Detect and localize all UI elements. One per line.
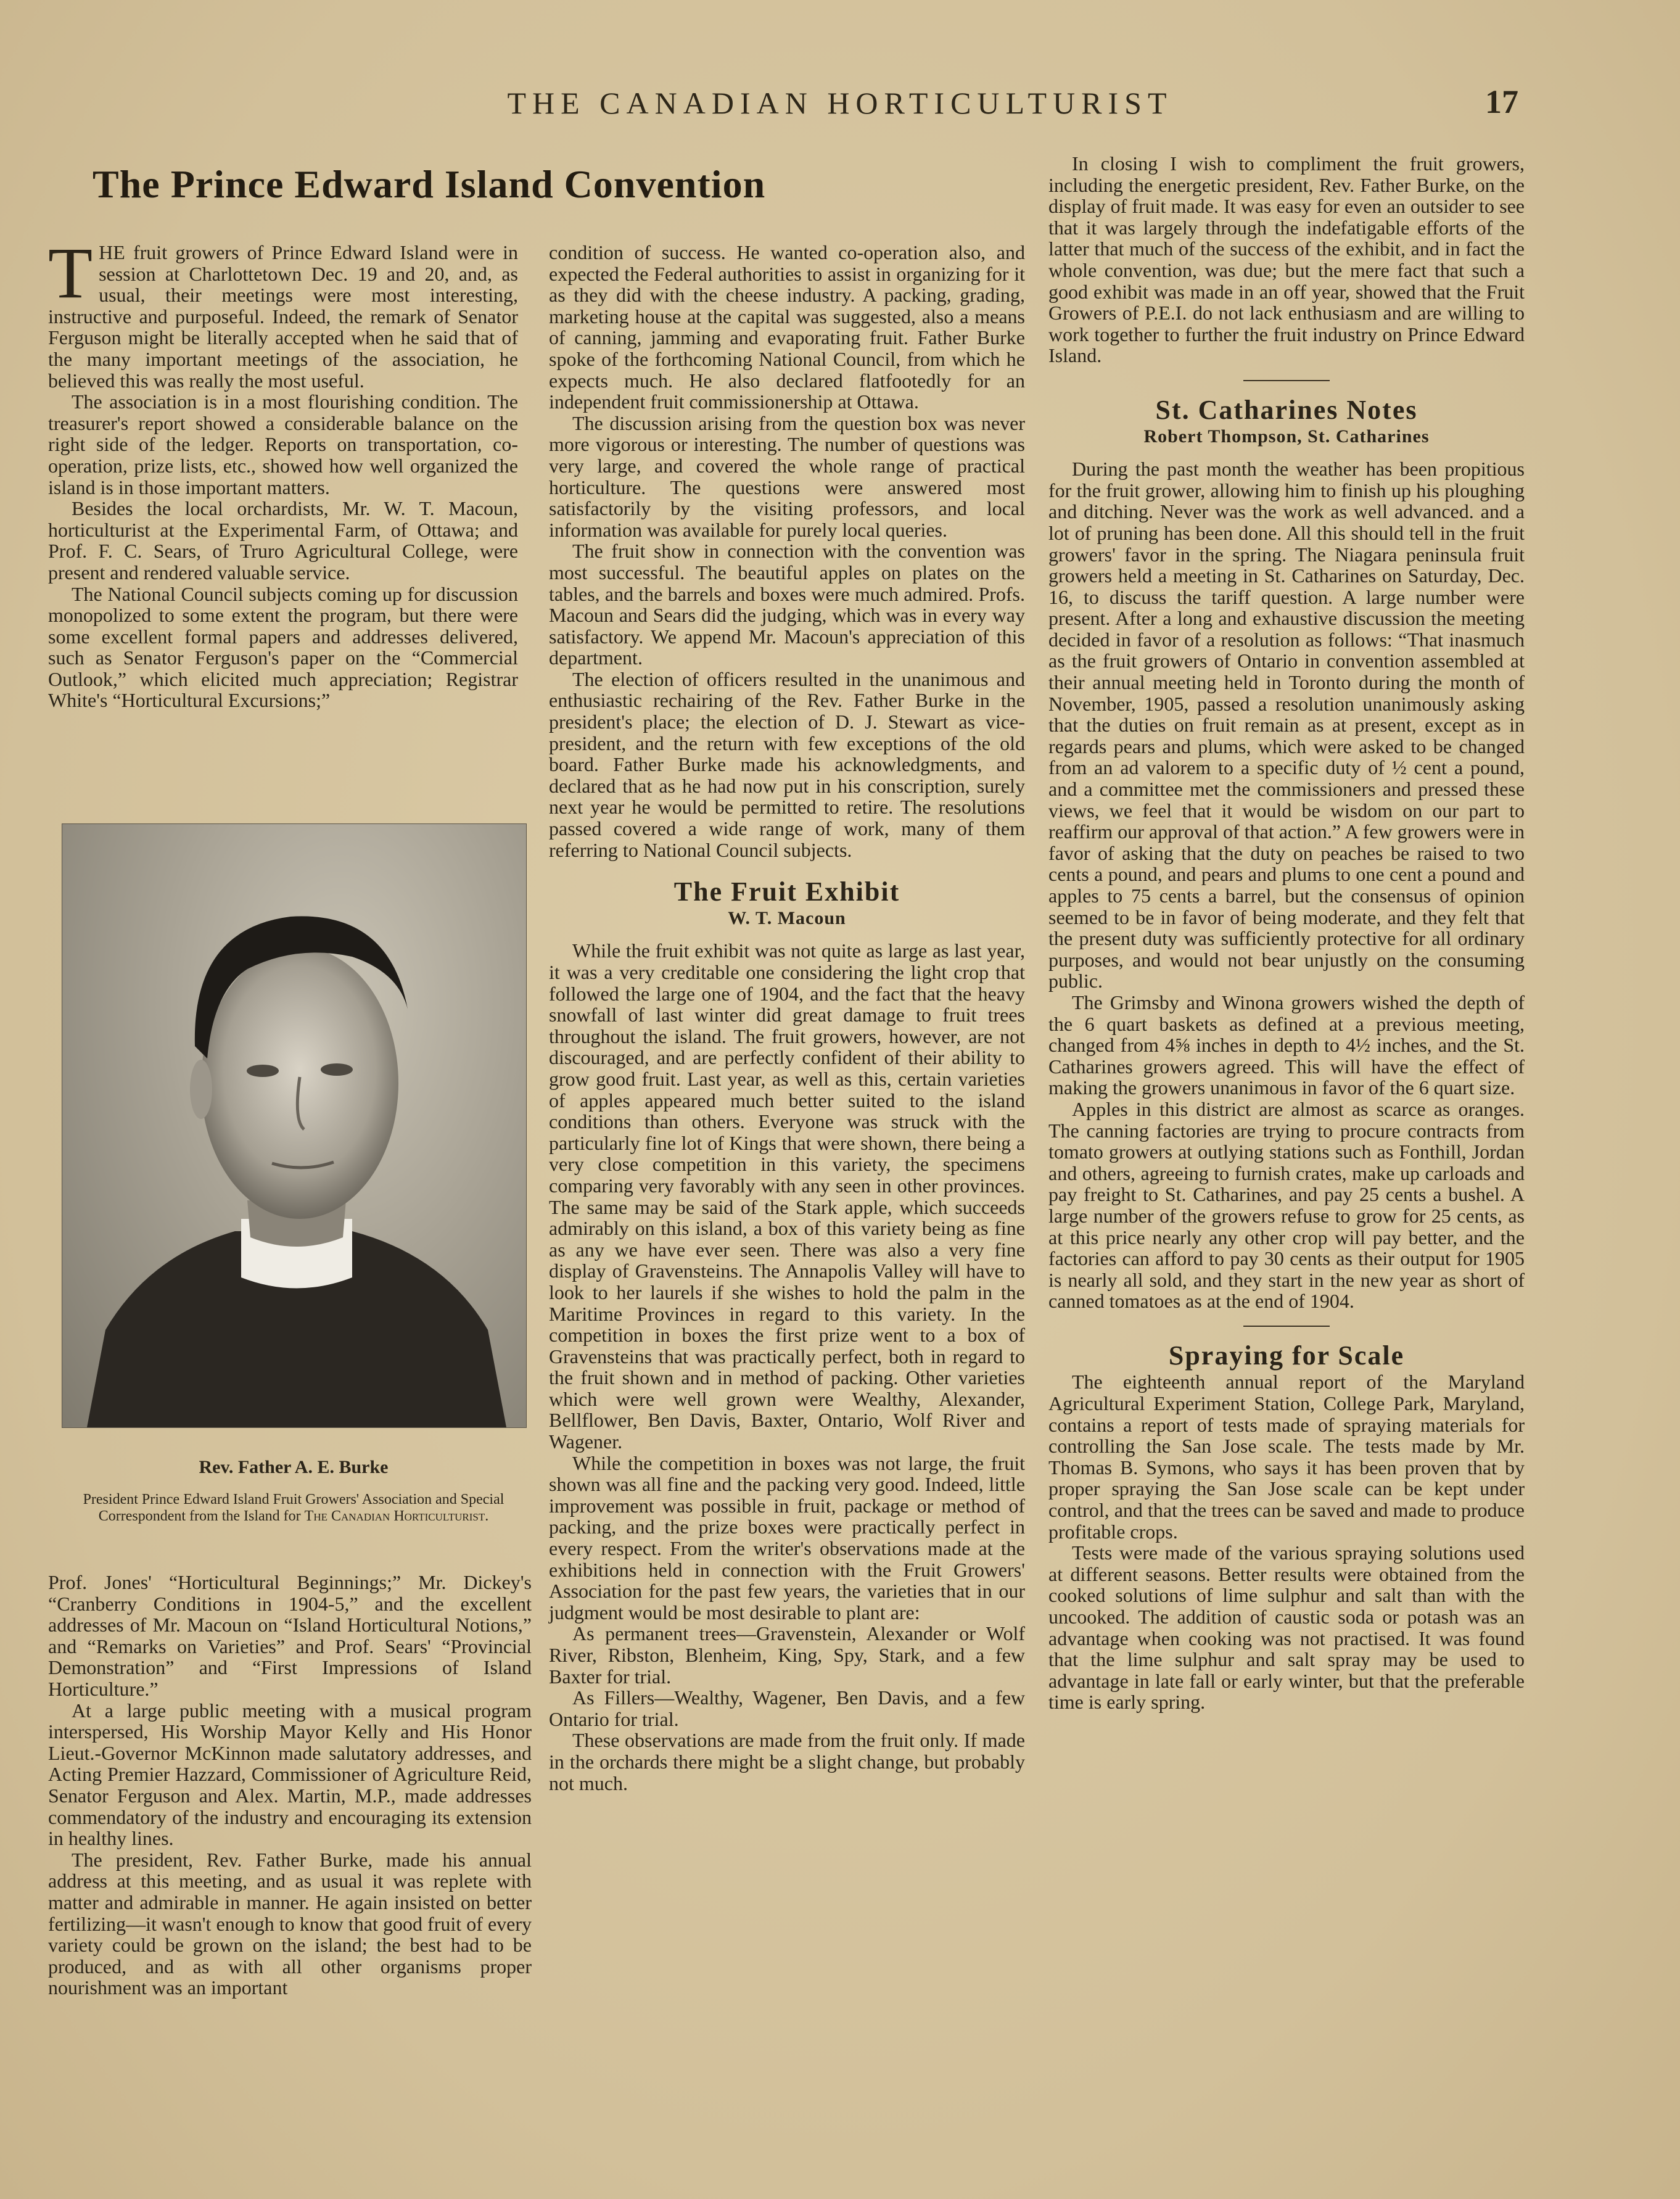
st-catharines-heading: St. Catharines Notes (1155, 394, 1418, 425)
photo-caption: President Prince Edward Island Fruit Growers' Association and Special Correspondent from the Island for The Canadian Horticulturist. (83, 1491, 504, 1524)
article-paragraph: While the fruit exhibit was not quite as large as last year, it was a very creditable one considering the light crop that followed the large one of 1904, and the fact that the heavy snowfall of last winter did great damage to fruit trees throughout the island. The fruit growers, however, are not discouraged, and are perfectly confident of their ability to grow good fruit. Last year, as well as this, certain varieties of apples appeared much better suited to the island conditions than others. Everyone was struck with the particularly fine lot of Kings that were shown, there being a very close competition in this variety, the specimens comparing very favorably with any seen in other provinces. The same may be said of the Stark apple, which succeeds admirably on this island, a box of this variety being as fine as any we have ever seen. There was also a very fine display of Gravensteins. The Annapolis Valley will have to look to her laurels if she wishes to hold the palm in the Maritime Provinces in regard to this variety. In the competition in boxes the first prize went to a box of Gravensteins that was practically perfect, both in regard to the fruit shown and in method of packing. Other varieties which were well grown were Wealthy, Alexander, Bellflower, Ben Davis, Baxter, Ontario, Wolf River and Wagener. (549, 939, 1025, 1453)
article-paragraph: These observations are made from the fruit only. If made in the orchards there might be a slight change, but probably not much. (549, 1729, 1025, 1794)
photo-caption-name: Rev. Father A. E. Burke (199, 1457, 389, 1477)
article-paragraph: The president, Rev. Father Burke, made his annual address at this meeting, and as usual it was replete with matter and admirable in manner. He again insisted on better fertilizing—it wasn't enough to know that good fruit of every variety could be grown on the island; the best had to be produced, and as with all other organisms proper nourishment was an important (48, 1848, 532, 1999)
article-paragraph: Prof. Jones' “Horticultural Beginnings;” Mr. Dickey's “Cranberry Conditions in 1904-5,” and the excellent addresses of Mr. Macoun on “Island Horticultural Notions,” and “Remarks on Varieties” and Prof. Sears' “Provincial Demonstration” and “First Impressions of Island Horticulture.” (48, 1571, 532, 1700)
article-paragraph: As Fillers—Wealthy, Wagener, Ben Davis, and a few Ontario for trial. (549, 1686, 1025, 1730)
article-paragraph: At a large public meeting with a musical program interspersed, His Worship Mayor Kelly and His Honor Lieut.-Governor McKinnon made salutatory addresses, and Acting Premier Hazzard, Commissioner of Agriculture Reid, Senator Ferguson and Alex. Martin, M.P., made addresses commendatory of the industry and encouraging its extension in healthy lines. (48, 1699, 532, 1850)
article-title: The Prince Edward Island Convention (93, 162, 766, 206)
portrait-photo (62, 823, 527, 1428)
article-paragraph: The Grimsby and Winona growers wished the depth of the 6 quart baskets as defined at a previous meeting, changed from 4⅝ inches in depth to 4½ inches, and the St. Catharines growers agreed. This will have the effect of making the growers unanimous in favor of the 6 quart size. (1048, 991, 1525, 1099)
article-paragraph: In closing I wish to compliment the fruit growers, including the energetic president, Rev. Father Burke, on the display of fruit made. It was easy for even an outsider to see that it was largely through the indefatigable efforts of the latter that much of the success of the exhibit, and in fact the whole convention, was due; but the mere fact that such a good exhibit was made in an off year, showed that the Fruit Growers of P.E.I. do not lack enthusiasm and are willing to work together to further the fruit industry on Prince Edward Island. (1048, 152, 1525, 367)
article-paragraph: condition of success. He wanted co-operation also, and expected the Federal authorities to assist in organizing for it as they did with the cheese industry. A packing, grading, marketing house at the capital was suggested, also a means of canning, jamming and evaporating fruit. Father Burke spoke of the forthcoming National Council, from which he expects much. He also declared flatfootedly for an independent fruit commissionership at Ottawa. (549, 241, 1025, 413)
article-paragraph: The fruit show in connection with the convention was most successful. The beautiful apples on plates on the tables, and the barrels and boxes were much admired. Profs. Macoun and Sears did the judging, which was in every way satisfactory. We append Mr. Macoun's appreciation of this department. (549, 540, 1025, 669)
article-paragraph: The discussion arising from the question box was never more vigorous or interesting. The number of questions was very large, and covered the whole range of practical horticulture. The questions were answered most satisfactorily by the visiting professors, and local information was available for purely local queries. (549, 411, 1025, 541)
column-1-top (48, 233, 518, 712)
column-2 (549, 242, 1025, 1794)
section-divider (1243, 380, 1330, 381)
article-paragraph: THE fruit growers of Prince Edward Island were in session at Charlottetown Dec. 19 and 20, and, as usual, their meetings were most interesting, instructive and purposeful. Indeed, the remark of Senator Ferguson might be literally accepted when he said that of the many important meetings of the association, he believed this was really the most useful. (48, 233, 518, 392)
article-paragraph: The association is in a most flourishing condition. The treasurer's report showed a considerable balance on the right side of the ledger. Reports on transportation, co-operation, prize lists, etc., showed how well organized the island is in those important matters. (48, 390, 518, 498)
article-paragraph: The National Council subjects coming up for discussion monopolized to some extent the program, but there were some excellent formal papers and addresses delivered, such as Senator Ferguson's paper on the “Commercial Outlook,” which elicited much appreciation; Registrar White's “Horticultural Excursions;” (48, 582, 518, 712)
article-paragraph: The eighteenth annual report of the Maryland Agricultural Experiment Station, College Park, Maryland, contains a report of tests made of spraying materials for controlling the San Jose scale. The tests made by Mr. Thomas B. Symons, who says it has been proven that by proper spraying the San Jose scale can be kept under control, and that the trees can be saved and made to produce profitable crops. (1048, 1371, 1525, 1543)
fruit-exhibit-heading: The Fruit Exhibit (673, 877, 900, 907)
article-paragraph: Besides the local orchardists, Mr. W. T. Macoun, horticulturist at the Experimental Farm, of Ottawa; and Prof. F. C. Sears, of Truro Agricultural College, were present and rendered valuable service. (48, 497, 518, 584)
article-paragraph: As permanent trees—Gravenstein, Alexander or Wolf River, Ribston, Blenheim, King, Spy, Stark, and a few Baxter for trial. (549, 1622, 1025, 1688)
section-divider (1243, 1326, 1330, 1327)
article-paragraph: The election of officers resulted in the unanimous and enthusiastic rechairing of the Rev. Father Burke in the president's place; the election of D. J. Stewart as vice-president, and the return with few exceptions of the old board. Father Burke made his acknowledgments, and declared that as he had now put in his conscription, surely next year he would be permitted to retire. The resolutions passed covered a wide range of work, many of them referring to National Council subjects. (549, 667, 1025, 861)
column-3 (1048, 153, 1525, 1713)
fruit-exhibit-byline: W. T. Macoun (728, 907, 846, 928)
column-1-bottom (48, 1572, 532, 1999)
running-head: THE CANADIAN HORTICULTURIST (507, 86, 1173, 120)
article-paragraph: During the past month the weather has been propitious for the fruit grower, allowing him to finish up his ploughing and ditching. Never was the work as well advanced. and a lot of pruning has been done. All this should tell in the fruit growers' favor in the spring. The Niagara peninsula fruit growers held a meeting in St. Catharines on Saturday, Dec. 16, to discuss the tariff question. A large number were present. After a long and exhaustive discussion the meeting decided in favor of a resolution as follows: “That inasmuch as the fruit growers of Ontario in convention assembled at their annual meeting held in Toronto during the month of November, 1905, passed a resolution unanimously asking that the duties on fruit remain as at present, except as in regards pears and plums, which were asked to be changed from an ad valorem to a specific duty of ½ cent a pound, and a committee met the commissioners and pressed these views, we feel that it would be wisdom on our part to reaffirm our approval of that action.” A few growers were in favor of asking that the duty on peaches be raised to two cents a pound, and pears and plums to one cent a pound and apples to 75 cents a barrel, but the consensus of opinion seemed to be in favor of being moderate, and they felt that the present duty was sufficiently protective for all ordinary purposes, and would not bear unjustly on the consuming public. (1048, 458, 1525, 992)
portrait-illustration (62, 824, 526, 1427)
st-catharines-byline: Robert Thompson, St. Catharines (1143, 426, 1430, 447)
page-number: 17 (1485, 83, 1518, 120)
article-paragraph: While the competition in boxes was not large, the fruit shown was all fine and the packing very good. Indeed, little improvement was possible in fruit, package or method of packing, and the prize boxes were practically perfect in every respect. From the writer's observations made at the exhibitions held in connection with the Fruit Growers' Association for the past few years, the varieties that in our judgment would be most desirable to plant are: (549, 1451, 1025, 1623)
spraying-heading: Spraying for Scale (1168, 1340, 1405, 1371)
article-paragraph: Apples in this district are almost as scarce as oranges. The canning factories are trying to procure contracts from tomato growers at outlying stations such as Fonthill, Jordan and others, agreeing to furnish crates, make up carloads and pay freight to St. Catharines, and pay 25 cents a bushel. A large number of the growers refuse to grow for 25 cents, as at this price nearly any other crop will pay better, and the factories can afford to pay 30 cents as their output for 1905 is nearly all sold, and they start in the new year as short of canned tomatoes as at the end of 1904. (1048, 1097, 1525, 1313)
caption-publication: The Canadian Horticulturist. (304, 1508, 489, 1524)
drop-cap: T (48, 233, 93, 313)
article-paragraph: Tests were made of the various spraying solutions used at different seasons. Better results were obtained from the cooked solutions of lime sulphur and salt than with the uncooked. The addition of caustic soda or potash was an advantage when cooking was not practised. It was found that the lime sulphur and salt spray may be used to advantage in late fall or early winter, but that the preferable time is early spring. (1048, 1541, 1525, 1714)
